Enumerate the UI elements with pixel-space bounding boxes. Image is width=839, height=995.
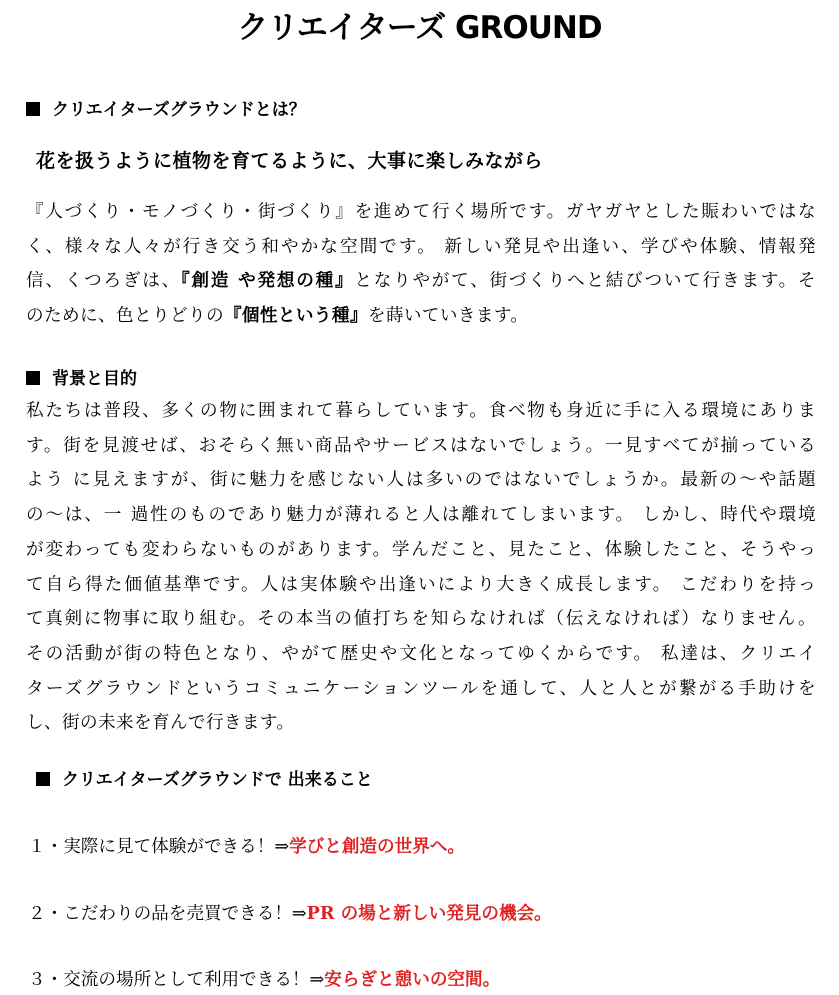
paragraph-text: 信、くつろぎは、 [26, 271, 181, 291]
section-heading-capabilities-label: クリエイターズグラウンドで 出来ること [62, 770, 373, 790]
paragraph-text: のために、色とりどりの [26, 305, 224, 326]
section-heading-background [26, 367, 137, 391]
paragraph-line: ターズグラウンドというコミュニケーションツールを通して、人と人とが繋がる手助けを [26, 678, 816, 699]
section-heading-about [26, 98, 306, 122]
paragraph-text: く、様々な人々が行き交う和やかな空間です。 新しい発見や出逢い、学びや体験、情報発 [26, 236, 816, 257]
section-heading-about-label: クリエイターズグラウンドとは？ [52, 100, 306, 120]
paragraph-line: が変わっても変わらないものがあります。学んだこと、見たこと、体験したこと、そうやっ [26, 539, 816, 560]
about-paragraph [26, 195, 816, 333]
list-item [28, 899, 552, 929]
paragraph-line: す。街を見渡せば、おそらく無い商品やサービスはないでしょう。一見すべてが揃っている [26, 435, 816, 456]
paragraph-line: の〜は、一 過性のものであり魅力が薄れると人は離れてしまいます。 しかし、時代や環境 [26, 505, 816, 526]
list-item-highlight: 学びと創造の世界へ。 [289, 836, 466, 857]
emphasis-individuality-seed: 『個性という種』 [223, 305, 368, 326]
list-item-text: ３・交流の場所として利用できる！⇒ [28, 970, 325, 990]
paragraph-line: よう に見えますが、街に魅力を感じない人は多いのではないでしょうか。最新の〜や話題 [26, 470, 816, 491]
emphasis-creation-seed: 『創造 や発想の種』 [180, 271, 355, 291]
black-square-icon [36, 772, 50, 786]
paragraph-line [26, 195, 816, 230]
list-item [28, 832, 465, 862]
paragraph-line: その活動が街の特色となり、やがて歴史や文化となってゆくからです。 私達は、クリエイ [26, 643, 816, 664]
black-square-icon [26, 102, 40, 116]
paragraph-text: を蒔いていきます。 [367, 305, 529, 326]
paragraph-line: て自ら得た価値基準です。人は実体験や出逢いにより大きく成長します。 こだわりを持っ [26, 574, 816, 595]
paragraph-line [26, 230, 816, 265]
list-item-highlight: 安らぎと憩いの空間。 [324, 969, 501, 990]
paragraph-line: 私たちは普段、多くの物に囲まれて暮らしています。食べ物も身近に手に入る環境にありま [26, 401, 816, 421]
lead-text: 花を扱うように植物を育てるように、大事に楽しみながら [36, 150, 544, 172]
list-item [28, 965, 500, 995]
list-item-text: １・実際に見て体験ができる！⇒ [28, 837, 290, 857]
section-heading-capabilities [36, 768, 373, 792]
paragraph-text: となりやがて、街づくりへと結びついて行きます。そ [354, 271, 817, 291]
paragraph-line [26, 299, 816, 334]
paragraph-line [26, 264, 816, 299]
section-heading-background-label: 背景と目的 [52, 369, 137, 389]
page-title: クリエイターズ GROUND [237, 10, 602, 46]
paragraph-line: し、街の未来を育んで行きます。 [26, 713, 295, 734]
paragraph-line: て真剣に物事に取り組む。その本当の値打ちを知らなければ（伝えなければ）なりません。 [26, 609, 816, 630]
list-item-text: ２・こだわりの品を売買できる！⇒ [28, 904, 307, 924]
list-item-highlight: PR の場と新しい発見の機会。 [306, 903, 552, 924]
black-square-icon [26, 371, 40, 385]
background-paragraph [26, 394, 816, 741]
paragraph-text: 『人づくり・モノづくり・街づくり』を進めて行く場所です。ガヤガヤとした賑わいではな [26, 202, 816, 222]
